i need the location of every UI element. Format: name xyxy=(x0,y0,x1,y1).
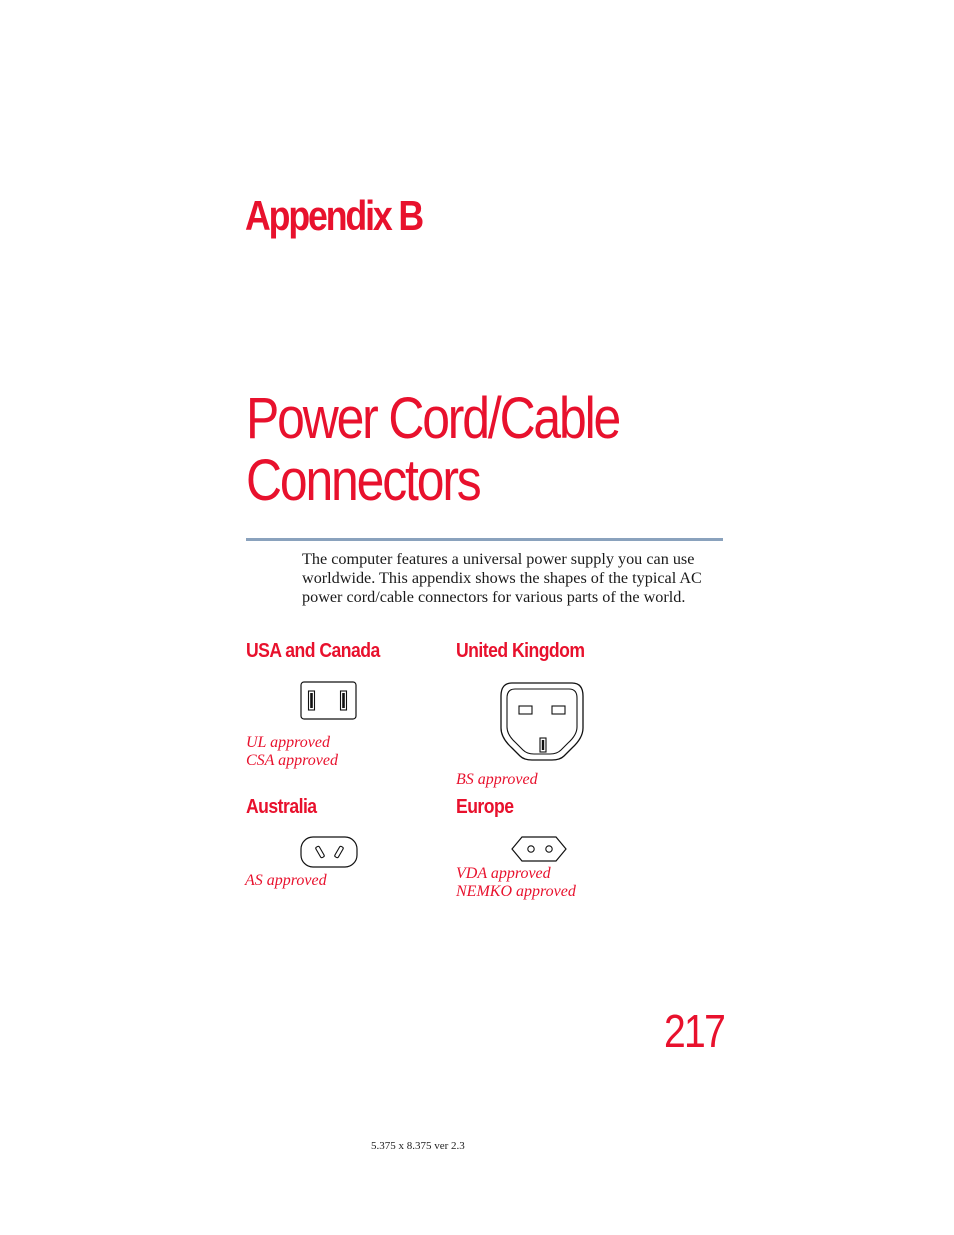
intro-paragraph xyxy=(302,550,732,607)
appendix-label: Appendix B xyxy=(245,192,423,239)
europe-heading: Europe xyxy=(456,796,514,818)
approval-caption: VDA approved xyxy=(456,865,551,882)
approval-caption: CSA approved xyxy=(246,752,338,769)
usa-canada-captions xyxy=(246,734,338,770)
approval-caption: BS approved xyxy=(456,771,538,788)
page-number: 217 xyxy=(664,1005,725,1057)
intro-line: power cord/cable connectors for various parts of the world. xyxy=(302,588,686,606)
intro-line: worldwide. This appendix shows the shapes of the typical AC xyxy=(302,569,702,587)
usa-plug-icon xyxy=(300,681,358,721)
page-footer: 5.375 x 8.375 ver 2.3 xyxy=(371,1140,465,1152)
europe-plug-icon xyxy=(511,836,569,864)
approval-caption: UL approved xyxy=(246,734,330,751)
title-divider xyxy=(246,538,723,541)
usa-canada-heading: USA and Canada xyxy=(246,640,380,662)
australia-plug-icon xyxy=(300,836,360,870)
europe-captions xyxy=(456,865,576,901)
australia-captions xyxy=(245,872,327,890)
intro-line: The computer features a universal power supply you can use xyxy=(302,550,695,568)
page-title-line-2: Connectors xyxy=(246,448,480,513)
australia-heading: Australia xyxy=(246,796,317,818)
uk-plug-icon xyxy=(500,682,586,762)
approval-caption: NEMKO approved xyxy=(456,883,576,900)
page-title xyxy=(246,388,619,512)
page-title-line-1: Power Cord/Cable xyxy=(246,386,620,451)
united-kingdom-captions xyxy=(456,771,538,789)
united-kingdom-heading: United Kingdom xyxy=(456,640,585,662)
approval-caption: AS approved xyxy=(245,872,327,889)
